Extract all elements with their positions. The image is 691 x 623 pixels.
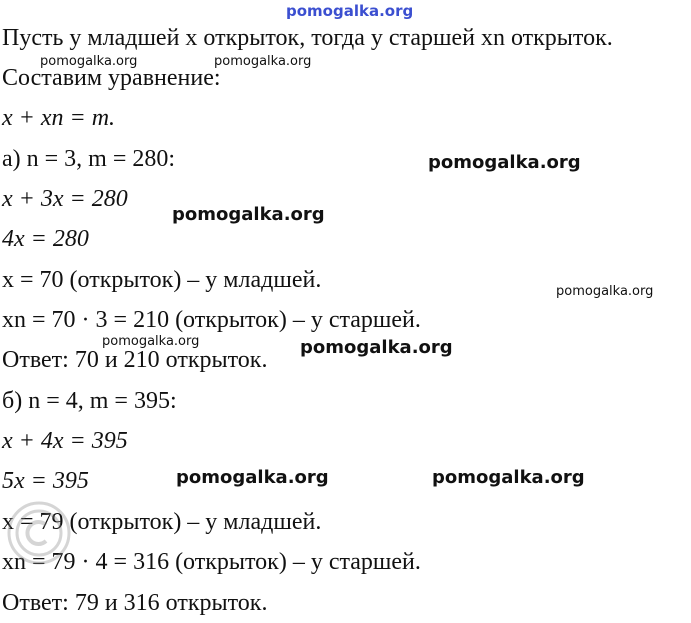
case-a-answer: Ответ: 70 и 210 открыток.: [2, 347, 268, 373]
watermark-small-1: pomogalka.org: [40, 54, 138, 69]
case-b-header: б) n = 4, m = 395:: [2, 388, 177, 414]
watermark-big-5: pomogalka.org: [432, 467, 585, 488]
text-line-1: Пусть у младшей x открыток, тогда у старшей xn открыток.: [2, 25, 613, 51]
watermark-big-3: pomogalka.org: [300, 337, 453, 358]
case-b-equation-2: 5x = 395: [2, 468, 89, 494]
case-b-equation-1: x + 4x = 395: [2, 428, 128, 454]
equation-line: x + xn = m.: [2, 105, 116, 131]
case-b-answer: Ответ: 79 и 316 открыток.: [2, 590, 268, 616]
watermark-big-1: pomogalka.org: [428, 152, 581, 173]
case-a-header: а) n = 3, m = 280:: [2, 146, 176, 172]
watermark-small-4: pomogalka.org: [102, 334, 200, 349]
text-line-2: Составим уравнение:: [2, 65, 221, 91]
copyright-stamp-icon: [6, 500, 72, 566]
case-a-younger: x = 70 (открыток) – у младшей.: [2, 267, 322, 293]
watermark-small-3: pomogalka.org: [556, 284, 654, 299]
watermark-big-4: pomogalka.org: [176, 467, 329, 488]
case-b-older: xn = 79 · 4 = 316 (открыток) – у старшей.: [2, 549, 421, 575]
case-a-equation-2: 4x = 280: [2, 226, 89, 252]
case-a-older: xn = 70 · 3 = 210 (открыток) – у старшей.: [2, 307, 421, 333]
case-a-equation-1: x + 3x = 280: [2, 186, 128, 212]
watermark-small-2: pomogalka.org: [214, 54, 312, 69]
watermark-big-2: pomogalka.org: [172, 204, 325, 225]
case-b-younger: x = 79 (открыток) – у младшей.: [2, 509, 322, 535]
watermark-top: pomogalka.org: [286, 2, 414, 20]
